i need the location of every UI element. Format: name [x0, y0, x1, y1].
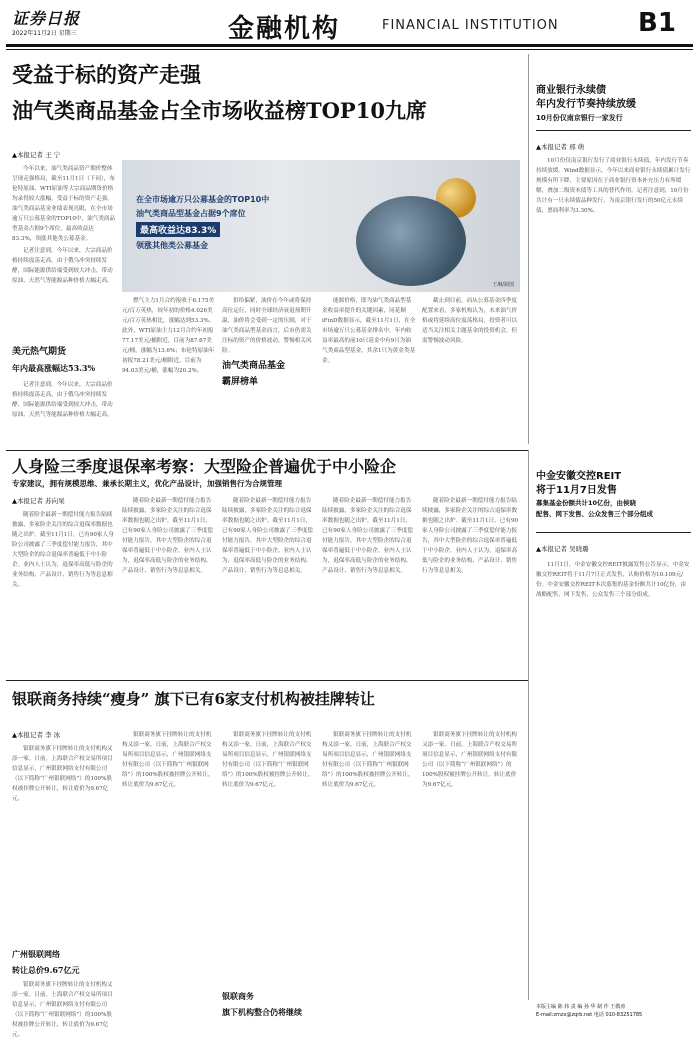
side-story-title	[536, 84, 691, 126]
lead-column-3	[222, 296, 316, 446]
insurance-subheadline: 专家建议，拥有规模思维、兼承长期主义，优化产品设计，加强销售行为合规管理	[12, 479, 282, 488]
payment-paragraph-3: 银联商务旗下挂牌转让的支付机构又添一家。日前，上海联合产权交易所项目信息显示，广州银联网络支付有限公司（以下简称“广州银联网络”）的100%股权被挂牌公开转让，转让底价为9.67亿元。	[222, 732, 314, 788]
lead-column-2	[122, 296, 216, 446]
photo-caption-4: 领涨其他类公募基金	[136, 241, 208, 250]
side-title-3: 10月份仅南京银行一家发行	[536, 114, 623, 122]
side-paragraph: 10月份仅南京银行发行了商业银行永续债，年内发行节奏持续放缓。Wind数据显示，今年以来商业银行永续债累计发行规模有所下降，主要原因在于商业银行资本补充压力有所缓解，叠加二级资本债等工具的替代作用。记者注意到，10月份共计有一只永续债品种发行，为南京银行发行的50亿元永续债，票面利率为3.30%。	[536, 158, 691, 214]
reit-byline: ▲本报记者 吴晓璐	[536, 545, 589, 553]
lead-column-5	[422, 296, 520, 446]
insurance-column-5	[422, 496, 520, 678]
payment-paragraph-5: 银联商务旗下挂牌转让的支付机构又添一家。日前，上海联合产权交易所项目信息显示，广州银联网络支付有限公司（以下简称“广州银联网络”）的100%股权被挂牌公开转让，转让底价为9.67亿元。	[422, 732, 518, 788]
reit-subtitle-2: 配售、网下发售、公众发售三个部分组成	[536, 510, 653, 518]
payment-subhead-2: 银联商务	[222, 991, 254, 1001]
page-credits-contact: E-mail:zmzx@zqrb.net 电话 010-83251785	[536, 1012, 643, 1018]
lead-byline-wrap	[12, 150, 116, 162]
side-byline: ▲本报记者 邢 萌	[536, 143, 585, 151]
payment-headline: 银联商务持续“瘦身” 旗下已有6家支付机构被挂牌转让	[12, 690, 375, 708]
masthead	[6, 4, 693, 44]
reit-byline-wrap	[536, 544, 691, 556]
lead-subhead-2b: 霸屏榜单	[222, 377, 259, 387]
reit-subtitle-1: 募集基金份额共计10亿份，由侯晓	[536, 499, 637, 507]
column-divider-lower	[528, 450, 529, 1000]
payment-byline-wrap	[12, 730, 116, 742]
masthead-rule-thin	[6, 49, 693, 50]
payment-subhead-1: 广州银联网络	[12, 949, 60, 959]
side-title-1: 商业银行永续债	[536, 85, 606, 96]
lead-paragraph-4: 燃气主力1月合约报收于6.175美元/百万英热，较年初的价格4.026美元/百万英热相比，涨幅达到53.3%。此外，WTI原油主力12月合约年初报77.17美元/桶附近，目前为87.67美元/桶，涨幅为13.6%；布伦特原油年初报78.21美元/桶附近，目前为94.03美元/桶，涨幅为20.2%。	[122, 298, 215, 374]
insurance-paragraph-4: 随着险企最新一期偿付能力报告陆续披露，多家险企关注的综合退保率数据也随之出炉。截至11月1日，已有90家人身险公司披露了三季度偿付能力报告，其中大型险企的综合退保率普遍低于中小险企。业内人士认为，退保率高低与险企的业务结构、产品设计、销售行为等息息相关。	[322, 498, 414, 574]
payment-column-3	[222, 730, 316, 986]
payment-subhead-2b: 旗下机构整合仍将继续	[222, 1007, 302, 1017]
payment-top-rule	[6, 680, 528, 681]
insurance-column-4	[322, 496, 416, 678]
insurance-paragraph-2: 随着险企最新一期偿付能力报告陆续披露，多家险企关注的综合退保率数据也随之出炉。截至11月1日，已有90家人身险公司披露了三季度偿付能力报告，其中大型险企的综合退保率普遍低于中小险企。业内人士认为，退保率高低与险企的业务结构、产品设计、销售行为等息息相关。	[122, 498, 214, 574]
side-byline-wrap	[536, 142, 691, 154]
payment-paragraph-4: 银联商务旗下挂牌转让的支付机构又添一家。日前，上海联合产权交易所项目信息显示，广州银联网络支付有限公司（以下简称“广州银联网络”）的100%股权被挂牌公开转让，转让底价为9.67亿元。	[322, 732, 414, 788]
lead-column-1	[12, 164, 116, 342]
payment-paragraph-1: 银联商务旗下挂牌转让的支付机构又添一家。日前，上海联合产权交易所项目信息显示，广州银联网络支付有限公司（以下简称“广州银联网络”）的100%股权被挂牌公开转让，转让底价为9.67亿元。	[12, 746, 113, 802]
insurance-column-1	[12, 510, 116, 678]
lead-headline-line-2: 油气类商品基金占全市场收益榜TOP10九席	[12, 98, 427, 123]
photo-caption-3: 最高收益达83.3%	[136, 222, 220, 237]
insurance-column-3	[222, 496, 316, 678]
lead-paragraph-1: 今年以来，油气类商品资产期价整体呈现走强格局，截至11月1日（下同），布伦特原油、WTI原油等大宗商品期货价格均录得较大涨幅，受益于标的资产走强，油气类商品基金业绩表现亮眼，在全市场逾万只公募基金的TOP10中，油气类商品型基金占据9个席位，最高收益达83.3%，领涨其他类公募基金。	[12, 166, 116, 242]
payment-subhead-1-wrap	[12, 948, 116, 978]
newspaper-logo: 证券日报	[12, 9, 81, 28]
lead-paragraph-2: 记者注意到，今年以来，大宗商品价格持续震荡走高，由于俄乌冲突持续发酵，国际能源供给端受到较大冲击，带动原油、天然气等能源品种价格大幅走高。	[12, 248, 113, 284]
photo-caption-1: 在全市场逾万只公募基金的TOP10中	[136, 195, 270, 204]
insurance-byline: ▲本报记者 苏向杲	[12, 497, 65, 505]
payment-column-1	[12, 744, 116, 944]
payment-column-4	[322, 730, 416, 1020]
side-title-2: 年内发行节奏持续放缓	[536, 99, 636, 110]
lead-paragraph-7: 截止到目前，而从公募基金四季度配置来看，多家机构认为，未来油气价格或将延续高位震荡格局，投资者可以适当关注相关主题基金的投资机会，但需警惕波动风险。	[422, 298, 518, 344]
insurance-paragraph-3: 随着险企最新一期偿付能力报告陆续披露，多家险企关注的综合退保率数据也随之出炉。截至11月1日，已有90家人身险公司披露了三季度偿付能力报告，其中大型险企的综合退保率普遍低于中小险企。业内人士认为，退保率高低与险企的业务结构、产品设计、销售行为等息息相关。	[222, 498, 314, 574]
side-story-body	[536, 156, 691, 442]
reit-title-1: 中金安徽交控REIT	[536, 471, 622, 482]
masthead-rule	[6, 44, 693, 47]
lead-headline-line-1: 受益于标的资产走强	[12, 62, 201, 87]
page-number: B1	[638, 8, 676, 38]
lead-paragraph-6: 能源价格，即为油气类商品型基金收益率提升的关键因素，同花顺iFinD数据显示，截至11月1日，在全市场逾万只公募基金排名中，年内收益率最高的前10只基金中有9只为油气类商品型基金，其余1只为黄金类基金。	[322, 298, 416, 364]
reit-rule	[536, 532, 691, 533]
lead-paragraph-3: 记者注意到，今年以来，大宗商品价格持续震荡走高，由于俄乌冲突持续发酵，国际能源供给端受到较大冲击，带动原油、天然气等能源品种价格大幅走高。	[12, 382, 113, 418]
lead-column-4	[322, 296, 416, 446]
lead-byline: ▲本报记者 王 宁	[12, 151, 61, 159]
column-divider	[528, 54, 529, 444]
lead-subhead-1-wrap	[12, 346, 116, 376]
insurance-paragraph-5: 随着险企最新一期偿付能力报告陆续披露，多家险企关注的综合退保率数据也随之出炉。截至11月1日，已有90家人身险公司披露了三季度偿付能力报告，其中大型险企的综合退保率普遍低于中小险企。业内人士认为，退保率高低与险企的业务结构、产品设计、销售行为等息息相关。	[422, 498, 519, 574]
lead-paragraph-5: 供给偏紧，油价在今年或将保持高位运行，同时全球经济衰退预期升温，油价将会受到一定的压制，对于油气类商品型基金而言，后市仍需关注标的资产的价格波动，警惕相关风险。	[222, 298, 312, 354]
oil-barrel-illustration-icon	[356, 196, 466, 286]
payment-paragraph-1b: 银联商务旗下挂牌转让的支付机构又添一家。日前，上海联合产权交易所项目信息显示，广州银联网络支付有限公司（以下简称“广州银联网络”）的100%股权被挂牌公开转让，转让底价为9.67亿元。	[12, 982, 113, 1038]
lead-subhead-2: 油气类商品基金	[222, 361, 286, 371]
section-title-en: FINANCIAL INSTITUTION	[382, 18, 559, 33]
insurance-byline-wrap	[12, 496, 116, 508]
reit-title	[536, 470, 691, 528]
lead-photo	[122, 160, 520, 292]
lead-subhead-1: 美元热气期货	[12, 347, 67, 357]
payment-column-2	[122, 730, 216, 1020]
section-title: 金融机构	[228, 14, 341, 44]
page-credits	[536, 1003, 691, 1019]
page-credits-editors: 本版主编 陈 炜 责 编 孙 华 制 作 王敬涛	[536, 1004, 626, 1010]
payment-subhead-2-wrap	[222, 990, 316, 1020]
reit-paragraph: 11月1日，中金安徽交控REIT披露发售公告显示，中金安徽交控REIT将于11月7日正式发售，认购价格为10.109元/份。中金安徽交控REIT本次募集的基金份额共计10亿份，由战略配售、网下发售、公众发售三个部分组成。	[536, 562, 690, 598]
side-story-rule	[536, 130, 691, 131]
photo-credit: 王琳/制图	[492, 282, 514, 288]
lead-subhead-1b: 年内最高涨幅达53.3%	[12, 363, 96, 373]
photo-caption-2: 油气类商品型基金占据9个席位	[136, 209, 246, 218]
insurance-top-rule	[6, 450, 528, 451]
payment-paragraph-2: 银联商务旗下挂牌转让的支付机构又添一家。日前，上海联合产权交易所项目信息显示，广州银联网络支付有限公司（以下简称“广州银联网络”）的100%股权被挂牌公开转让，转让底价为9.67亿元。	[122, 732, 214, 788]
insurance-paragraph-1: 随着险企最新一期偿付能力报告陆续披露，多家险企关注的综合退保率数据也随之出炉。截至11月1日，已有90家人身险公司披露了三季度偿付能力报告，其中大型险企的综合退保率普遍低于中小险企。业内人士认为，退保率高低与险企的业务结构、产品设计、销售行为等息息相关。	[12, 512, 114, 588]
insurance-column-2	[122, 496, 216, 678]
reit-title-2: 将于11月7日发售	[536, 485, 617, 496]
issue-date: 2022年11月2日 星期三	[12, 30, 77, 37]
payment-subhead-1b: 转让总价9.67亿元	[12, 965, 80, 975]
payment-column-1b	[12, 980, 116, 1038]
payment-byline: ▲本报记者 李 冰	[12, 731, 61, 739]
payment-column-5	[422, 730, 520, 1020]
lead-headline	[12, 60, 522, 150]
lead-column-1b	[12, 380, 116, 446]
insurance-headline: 人身险三季度退保率考察：大型险企普遍优于中小险企	[12, 457, 397, 476]
reit-body	[536, 560, 691, 998]
